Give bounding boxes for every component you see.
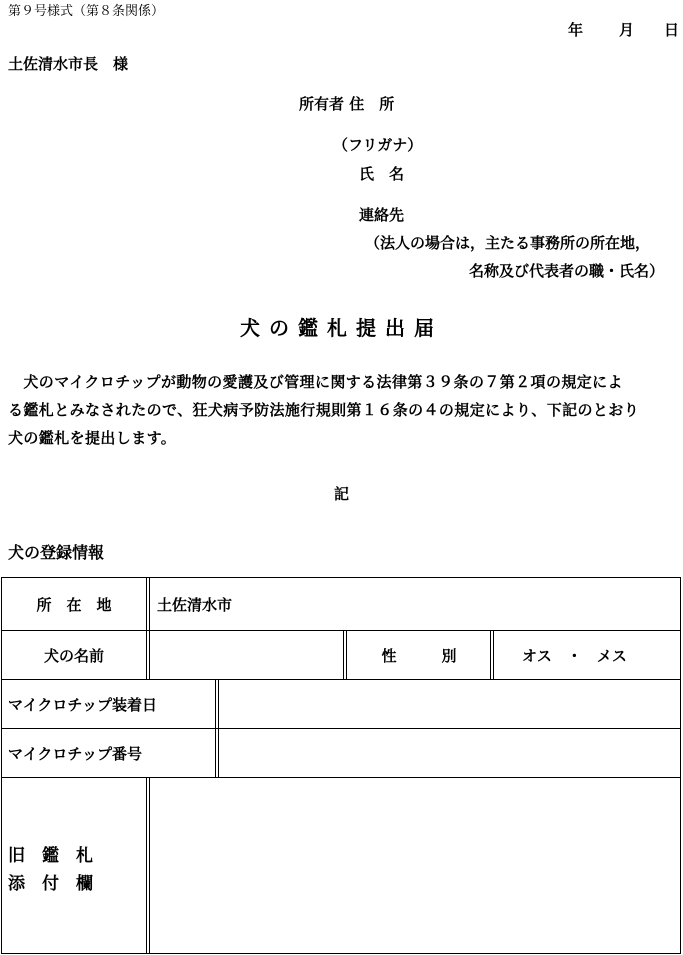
dog-name-label: 犬の名前 xyxy=(43,646,104,665)
date-day-label: 日 xyxy=(664,21,680,39)
old-tag-label xyxy=(8,842,93,898)
body-line-3: 犬の鑑札を提出します。 xyxy=(8,429,177,447)
chip-number-label: マイクロチップ番号 xyxy=(8,744,142,763)
furigana-label: （フリガナ） xyxy=(333,136,423,154)
section-title: 犬の登録情報 xyxy=(8,543,105,562)
chip-date-value[interactable] xyxy=(220,680,680,728)
owner-address-label: 所有者 住 所 xyxy=(299,95,395,113)
corporate-note-line2: 名称及び代表者の職・氏名） xyxy=(469,262,665,280)
old-tag-label-line2: 添 付 欄 xyxy=(8,874,93,894)
location-value[interactable]: 土佐清水市 xyxy=(157,595,233,614)
old-tag-attachment-area[interactable] xyxy=(151,778,680,953)
addressee: 土佐清水市長 様 xyxy=(8,55,129,73)
body-line-2: る鑑札とみなされたので、狂犬病予防法施行規則第１６条の４の規定により、下記のとおり xyxy=(8,401,640,419)
owner-name-label: 氏 名 xyxy=(359,165,405,183)
chip-date-label: マイクロチップ装着日 xyxy=(8,695,157,714)
chip-number-value[interactable] xyxy=(220,729,680,777)
form-number: 第９号様式（第８条関係） xyxy=(8,4,165,19)
date-year-label: 年 xyxy=(568,21,584,39)
date-month-label: 月 xyxy=(619,21,635,39)
document-title: 犬の鑑札提出届 xyxy=(240,316,443,340)
location-label: 所 在 地 xyxy=(36,595,112,614)
ki-heading: 記 xyxy=(333,485,349,503)
body-line-1: 犬のマイクロチップが動物の愛護及び管理に関する法律第３９条の７第２項の規定によ xyxy=(8,373,623,391)
sex-label: 性 別 xyxy=(381,646,457,665)
dog-name-value[interactable] xyxy=(151,631,343,679)
body-paragraph xyxy=(8,368,680,452)
contact-label: 連絡先 xyxy=(359,206,405,224)
sex-value[interactable]: オス ・ メス xyxy=(522,646,627,665)
old-tag-label-line1: 旧 鑑 札 xyxy=(8,846,93,866)
corporate-note-line1: （法人の場合は，主たる事務所の所在地， xyxy=(365,234,651,252)
